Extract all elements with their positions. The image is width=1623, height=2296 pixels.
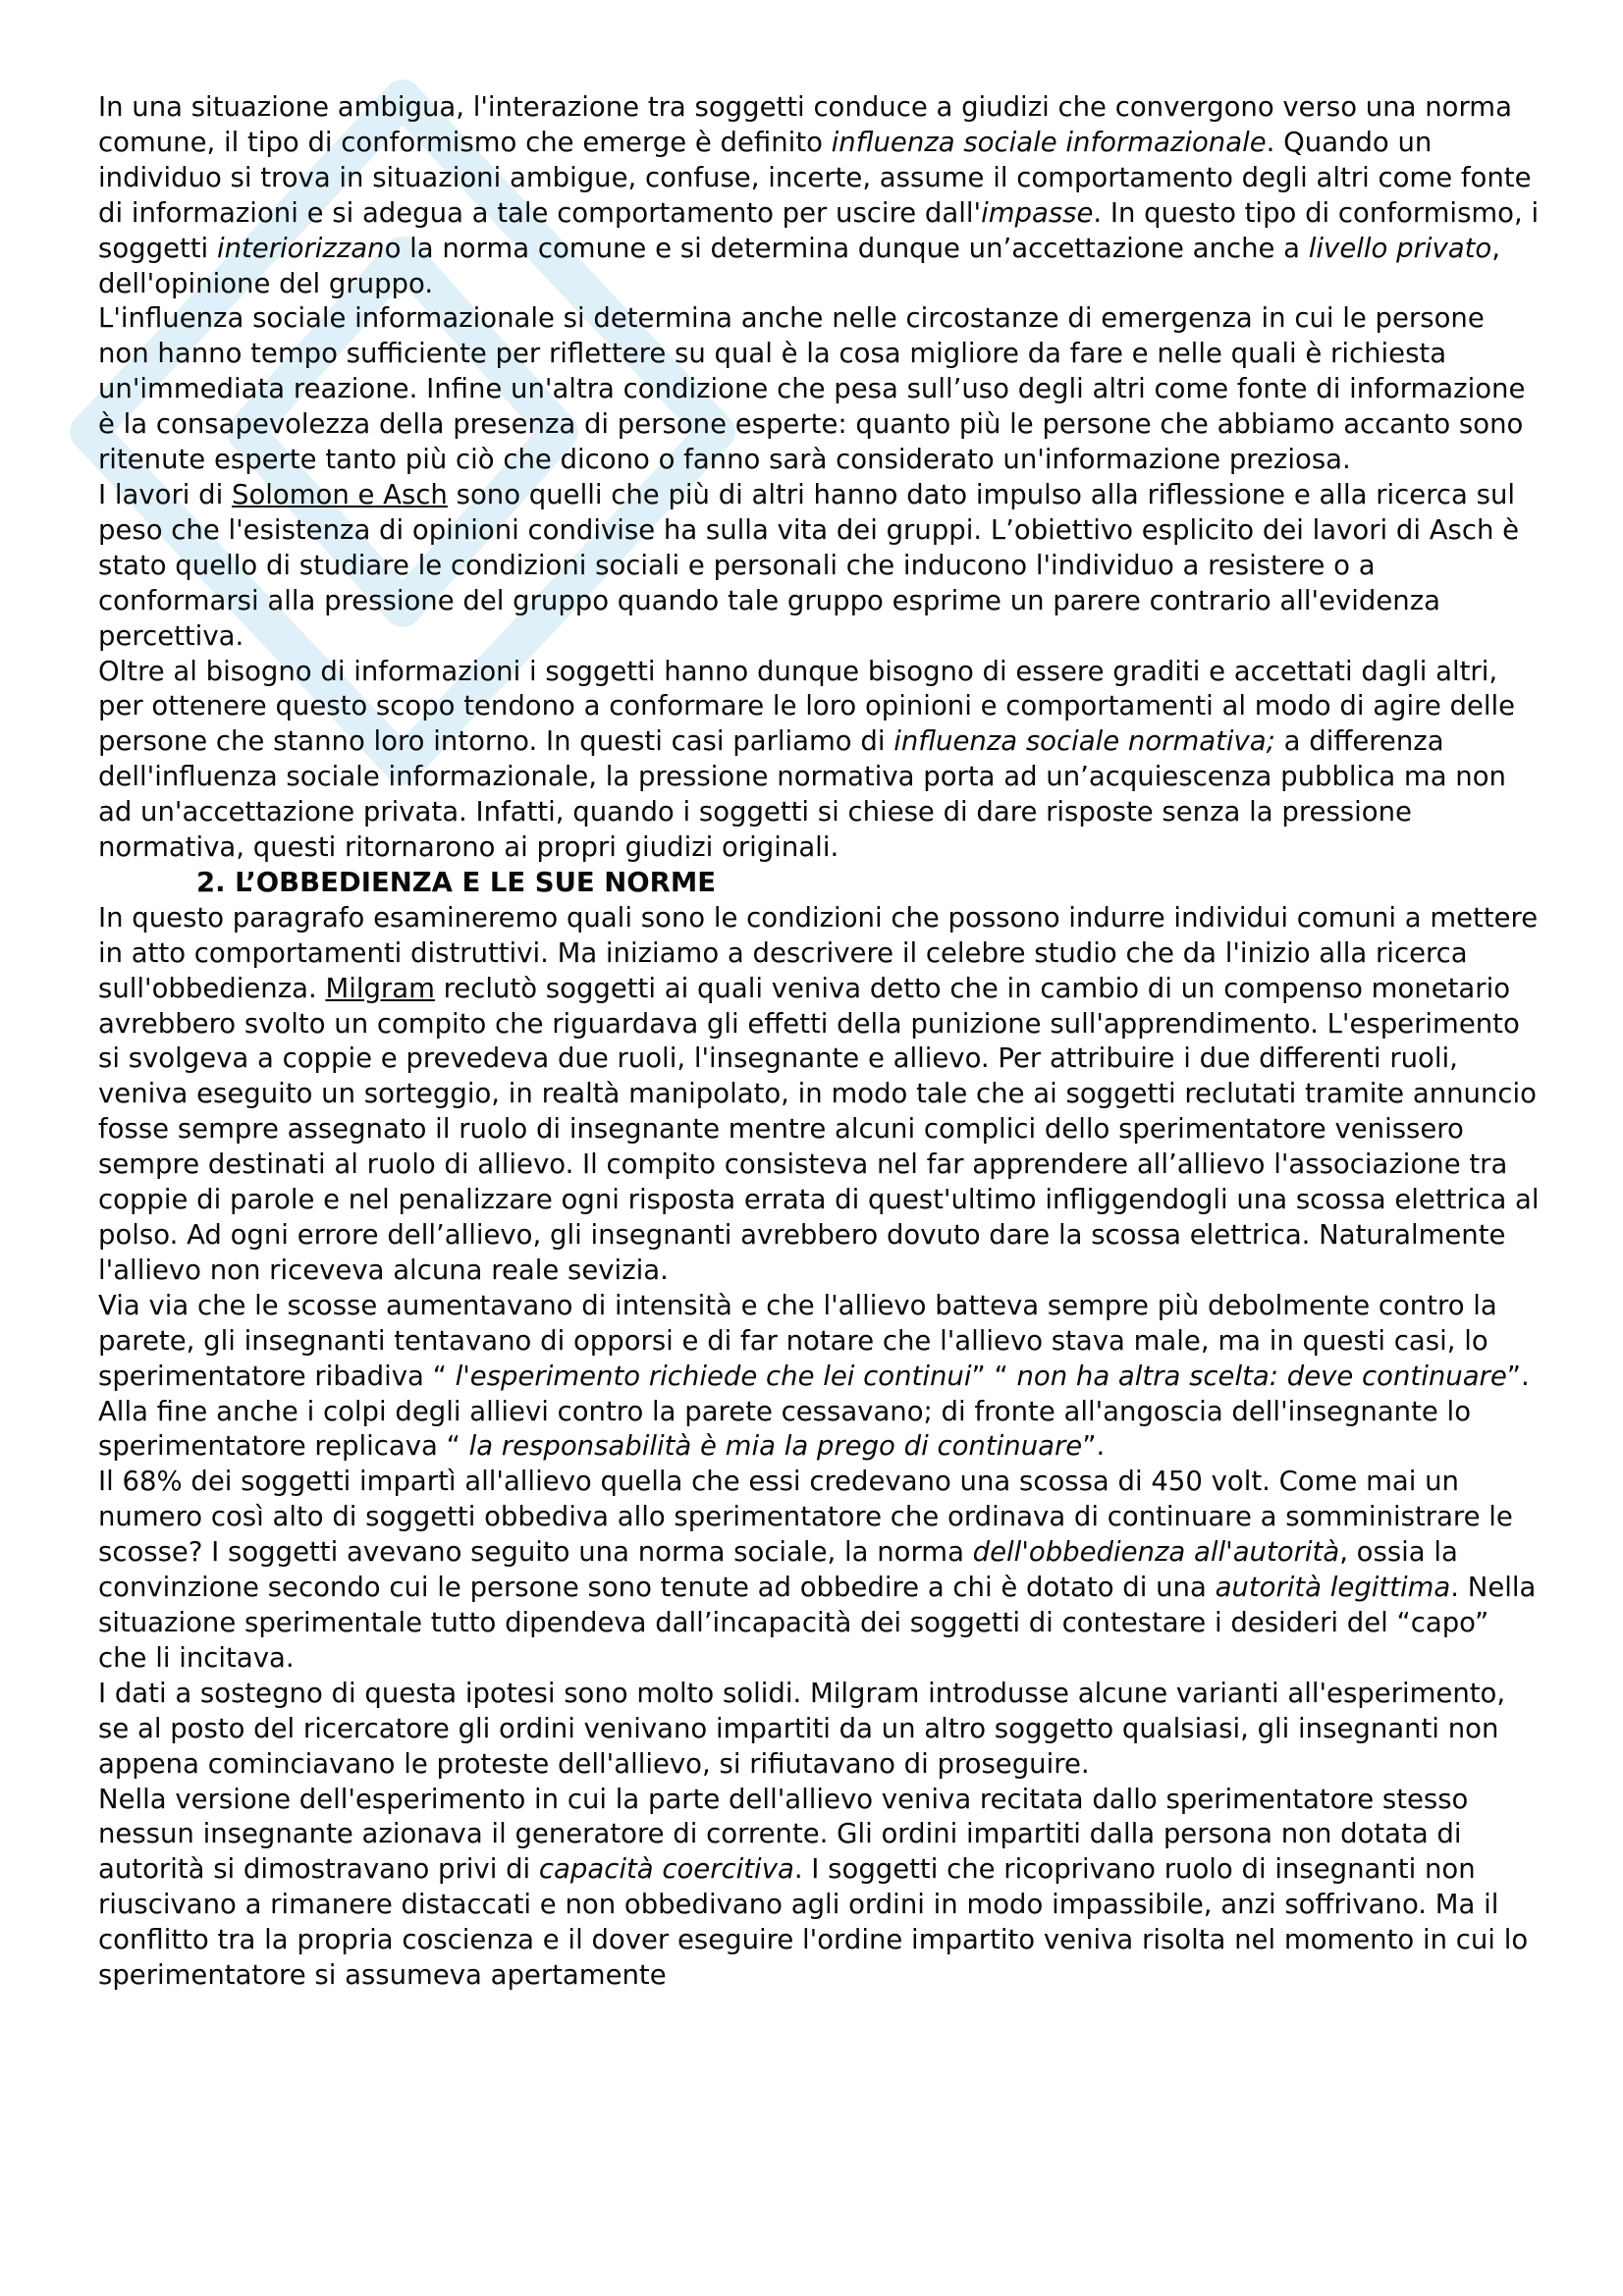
section-heading: 2. L’OBBEDIENZA E LE SUE NORME — [196, 866, 716, 898]
paragraph-coercive-capacity: Nella versione dell'esperimento in cui la parte dell'allievo veniva recitata dallo sperimentatore stesso nessun insegnante azionava il generatore di corrente. Gli ordini impartiti dalla persona non dotata di autorità si dimostravano privi di capacità coercitiva. I soggetti che ricoprivano ruolo di insegnanti non riuscivano a rimanere distaccati e non obbedivano agli ordini in modo impassibile, anzi soffrivano. Ma il conflitto tra la propria coscienza e il dover eseguire l'ordine impartito veniva risolta nel momento in cui lo sperimentatore si assumeva apertamente — [98, 1783, 1529, 1992]
paragraph-emergency-influence: L'influenza sociale informazionale si determina anche nelle circostanze di emergenza in cui le persone non hanno tempo sufficiente per riflettere su qual è la cosa migliore da fare e nelle quali è richiesta un'immediata reazione. Infine un'altra condizione che pesa sull’uso degli altri come fonte di informazione è la consapevolezza della presenza di persone esperte: quanto più le persone che abbiamo accanto sono ritenute esperte tanto più ciò che dicono o fanno sarà considerato un'informazione preziosa. — [98, 302, 1526, 476]
paragraph-variants: I dati a sostegno di questa ipotesi sono molto solidi. Milgram introdusse alcune varianti all'esperimento, se al posto del ricercatore gli ordini venivano impartiti da un altro soggetto qualsiasi, gli insegnanti non appena cominciavano le proteste dell'allievo, si rifiutavano di proseguire. — [98, 1677, 1506, 1780]
document-page — [98, 90, 1542, 1994]
milgram-link[interactable]: Milgram — [325, 972, 435, 1004]
paragraph-normative-influence: Oltre al bisogno di informazioni i soggetti hanno dunque bisogno di essere graditi e accettati dagli altri, per ottenere questo scopo tendono a conformare le loro opinioni e comportamenti al modo di agire delle persone che stanno loro intorno. In questi casi parliamo di influenza sociale normativa; a differenza dell'influenza sociale informazionale, la pressione normativa porta ad un’acquiescenza pubblica ma non ad un'accettazione privata. Infatti, quando i soggetti si chiese di dare risposte senza la pressione normativa, questi ritornarono ai propri giudizi originali. — [98, 655, 1516, 864]
paragraph-asch-studies: I lavori di Solomon e Asch sono quelli che più di altri hanno dato impulso alla riflessione e alla ricerca sul peso che l'esistenza di opinioni condivise ha sulla vita dei gruppi. L’obiettivo esplicito dei lavori di Asch è stato quello di studiare le condizioni sociali e personali che inducono l'individuo a resistere o a conformarsi alla pressione del gruppo quando tale gruppo esprime un parere contrario all'evidenza percettiva. — [98, 478, 1520, 652]
paragraph-milgram-experiment: In questo paragrafo esamineremo quali sono le condizioni che possono indurre individui comuni a mettere in atto comportamenti distruttivi. Ma iniziamo a descrivere il celebre studio che da l'inizio alla ricerca sull'obbedienza. Milgram reclutò soggetti ai quali veniva detto che in cambio di un compenso monetario avrebbero svolto un compito che riguardava gli effetti della punizione sull'apprendimento. L'esperimento si svolgeva a coppie e prevedeva due ruoli, l'insegnante e allievo. Per attribuire i due differenti ruoli, veniva eseguito un sorteggio, in realtà manipolato, in modo tale che ai soggetti reclutati tramite annuncio fosse sempre assegnato il ruolo di insegnante mentre alcuni complici dello sperimentatore venissero sempre destinati al ruolo di allievo. Il compito consisteva nel far apprendere all’allievo l'associazione tra coppie di parole e nel penalizzare ogni risposta errata di quest'ultimo infliggendogli una scossa elettrica al polso. Ad ogni errore dell’allievo, gli insegnanti avrebbero dovuto dare la scossa elettrica. Naturalmente l'allievo non riceveva alcuna reale sevizia. — [98, 901, 1540, 1286]
paragraph-obedience-results: Il 68% dei soggetti impartì all'allievo quella che essi credevano una scossa di 450 volt. Come mai un numero così alto di soggetti obbediva allo sperimentatore che ordinava di continuare a somministrare le scosse? I soggetti avevano seguito una norma sociale, la norma dell'obbedienza all'autorità, ossia la convinzione secondo cui le persone sono tenute ad obbedire a chi è dotato di una autorità legittima. Nella situazione sperimentale tutto dipendeva dall’incapacità dei soggetti di contestare i desideri del “capo” che li incitava. — [98, 1466, 1537, 1674]
paragraph-informational-influence: In una situazione ambigua, l'interazione tra soggetti conduce a giudizi che convergono verso una norma comune, il tipo di conformismo che emerge è definito influenza sociale informazionale. Quando un individuo si trova in situazioni ambigue, confuse, incerte, assume il comportamento degli altri come fonte di informazioni e si adegua a tale comportamento per uscire dall'impasse. In questo tipo di conformismo, i soggetti interiorizzano la norma comune e si determina dunque un’accettazione anche a livello privato, dell'opinione del gruppo. — [98, 91, 1540, 299]
asch-link[interactable]: Solomon e Asch — [231, 478, 448, 510]
paragraph-shock-escalation: Via via che le scosse aumentavano di intensità e che l'allievo batteva sempre più debolmente contro la parete, gli insegnanti tentavano di opporsi e di far notare che l'allievo stava male, ma in questi casi, lo sperimentatore ribadiva “ l'esperimento richiede che lei continui” “ non ha altra scelta: deve continuare”. Alla fine anche i colpi degli allievi contro la parete cessavano; di fronte all'angoscia dell'insegnante lo sperimentatore replicava “ la responsabilità è mia la prego di continuare”. — [98, 1289, 1530, 1463]
